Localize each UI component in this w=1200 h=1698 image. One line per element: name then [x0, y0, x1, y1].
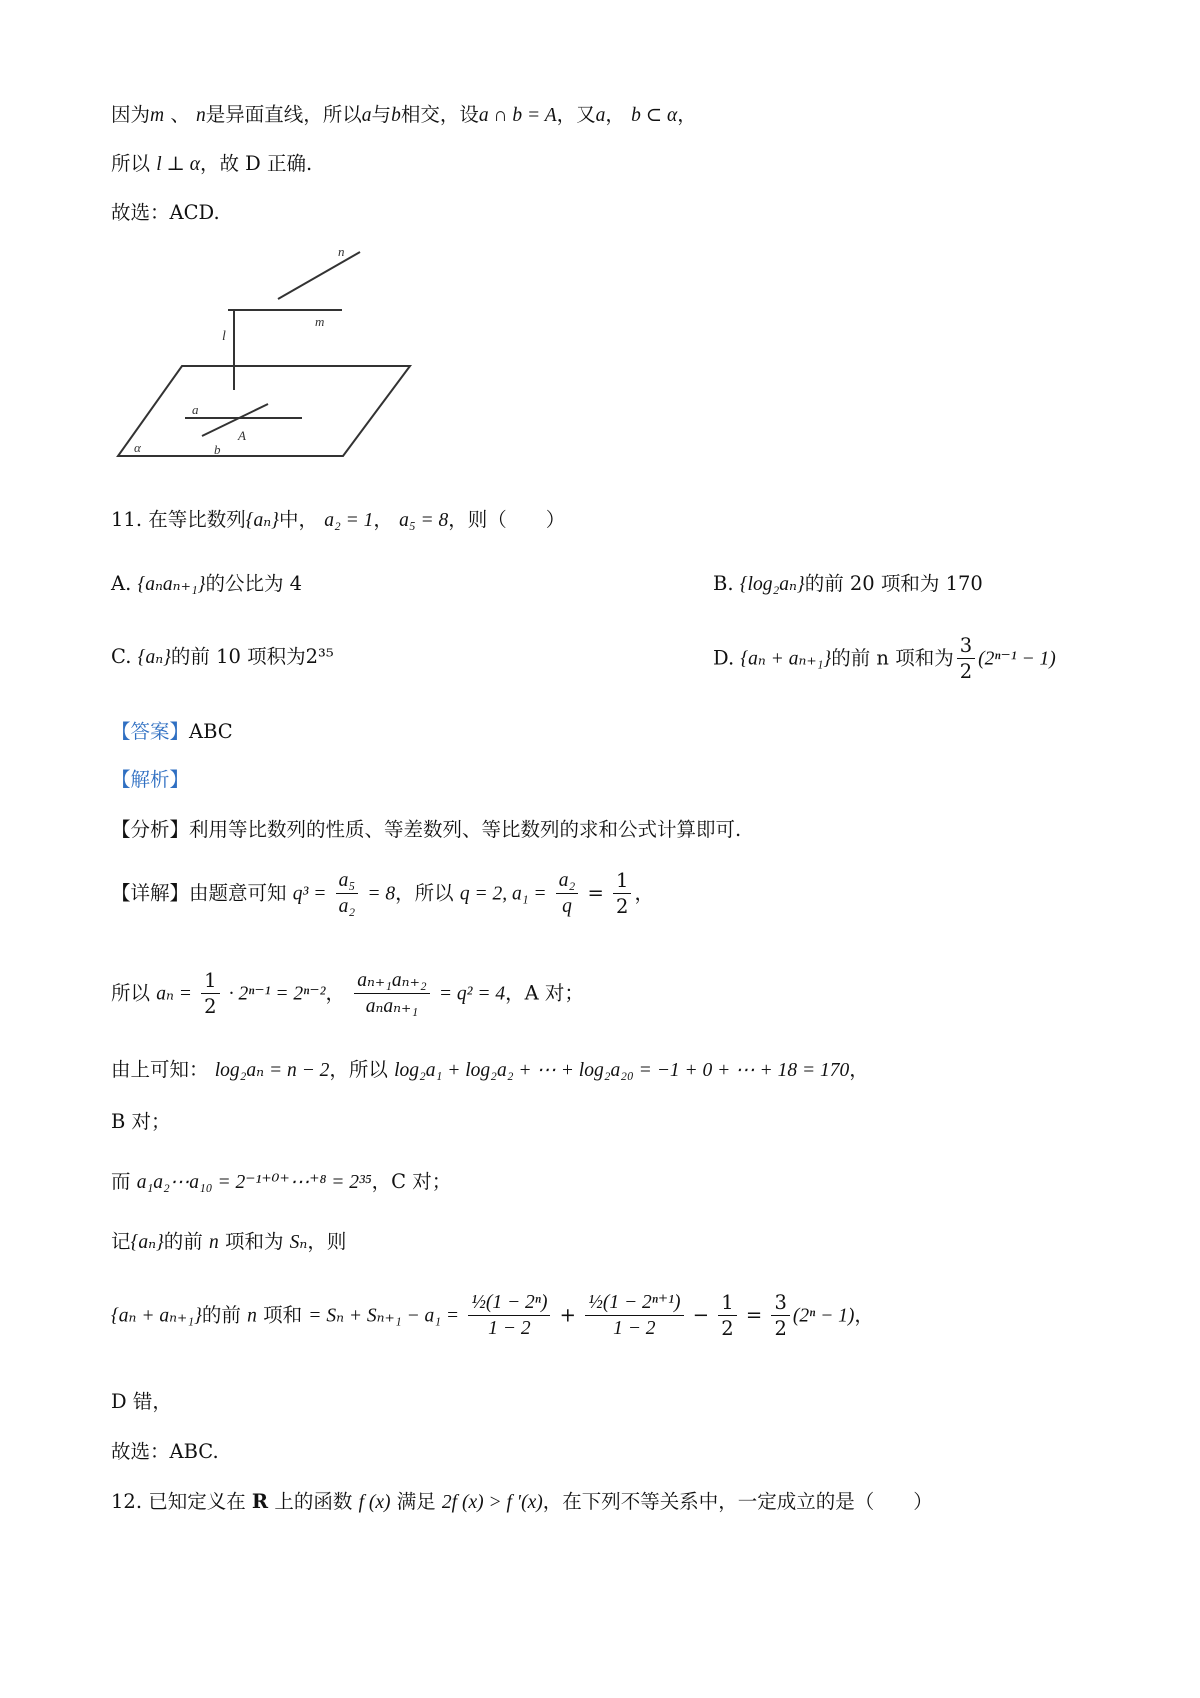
var-n: n	[196, 105, 206, 126]
label-n: n	[338, 244, 345, 259]
text: ，则	[307, 1230, 347, 1253]
detail-line-3	[111, 1058, 869, 1082]
math-seq: {aₙ + aₙ₊₁}	[740, 648, 832, 670]
label-b: b	[214, 442, 221, 457]
math: {aₙ}	[130, 1232, 164, 1253]
math-intersect: a ∩ b = A	[478, 105, 557, 126]
math: =	[587, 881, 604, 905]
label-A: A	[238, 428, 246, 443]
fraction	[354, 968, 429, 1020]
text: D 错，	[111, 1390, 172, 1413]
math: Sₙ	[289, 1232, 308, 1253]
math: a₁a₂⋯a₁₀ = 2⁻¹⁺⁰⁺⋯⁺⁸ = 2³⁵	[136, 1172, 372, 1193]
text: 项和为	[224, 1230, 284, 1253]
fenxi-line	[111, 818, 741, 841]
text: ，所以	[395, 881, 454, 905]
text: ，故 D 正确.	[199, 152, 313, 175]
jiexi-line	[111, 768, 189, 791]
math: 2f (x) > f ′(x)	[441, 1492, 543, 1513]
numerator: ½(1 − 2ⁿ⁺¹)	[585, 1290, 683, 1316]
text: 由上可知：	[111, 1058, 209, 1081]
math: = 8	[367, 883, 396, 905]
text: ，	[854, 1303, 874, 1327]
q11-options-row-2	[111, 634, 1111, 684]
var-m: m	[150, 105, 165, 126]
fraction	[718, 1290, 736, 1342]
denominator: 2	[204, 995, 217, 1019]
detail-line-5	[111, 1170, 451, 1194]
text: 的前	[201, 1303, 241, 1327]
intro-line-3	[111, 201, 220, 224]
math-given: a₅ = 8	[399, 510, 449, 531]
denominator: 2	[616, 895, 629, 919]
numerator: 1	[718, 1290, 736, 1316]
var-b: b	[391, 105, 401, 126]
fraction	[556, 868, 579, 920]
text: 而	[111, 1170, 131, 1193]
math-subset: b ⊂ α	[631, 105, 678, 126]
detail-tag: 【详解】	[111, 881, 190, 905]
q12-stem	[111, 1490, 933, 1514]
text: 11. 在等比数列	[111, 508, 246, 531]
math-value: 2³⁵	[305, 645, 334, 668]
text: 因为	[111, 103, 151, 126]
label-m: m	[315, 314, 325, 329]
math: {aₙ + aₙ₊₁}	[111, 1305, 202, 1327]
text: 故选：ABC.	[111, 1440, 219, 1463]
math: (2ⁿ − 1)	[792, 1305, 855, 1327]
denominator: 2	[959, 660, 973, 684]
label-alpha: α	[134, 440, 141, 455]
math-seq: {aₙaₙ₊₁}	[137, 574, 206, 595]
math: · 2ⁿ⁻¹ = 2ⁿ⁻²	[228, 983, 326, 1005]
numerator: 3	[957, 633, 975, 659]
intro-line-1	[111, 103, 697, 127]
denominator: 1 − 2	[613, 1318, 656, 1340]
denominator: aₙaₙ₊₁	[365, 996, 419, 1018]
text: ，	[677, 103, 697, 126]
math-perp: l ⊥ α	[156, 154, 200, 175]
line-n	[278, 252, 360, 299]
math-seq: {log₂aₙ}	[739, 574, 805, 595]
numerator: a₅	[336, 868, 359, 894]
fraction	[201, 968, 219, 1020]
text: 项和	[263, 1303, 303, 1327]
option-C	[111, 645, 334, 668]
answer-line	[111, 720, 233, 743]
detail-line-6	[111, 1230, 346, 1254]
label-l: l	[222, 329, 226, 344]
numerator: aₙ₊₁aₙ₊₂	[354, 968, 429, 994]
text: 12. 已知定义在	[111, 1490, 246, 1513]
text: 、	[170, 103, 190, 126]
answer-value: ABC	[189, 720, 233, 743]
math: +	[559, 1303, 576, 1327]
detail-line-7	[111, 1290, 874, 1342]
text: 的前 n 项和为	[831, 646, 954, 670]
denominator: 2	[721, 1317, 734, 1341]
text: ，则（ ）	[448, 508, 566, 531]
numerator: 1	[201, 968, 219, 994]
option-D	[713, 633, 1056, 685]
math: aₙ =	[156, 983, 192, 1005]
q11-stem: 11. 在等比数列{aₙ}中， a₂ = 1， a₅ = 8，则（ ）	[111, 508, 566, 531]
denominator: 1 − 2	[488, 1318, 531, 1340]
math: q = 2, a₁ =	[459, 883, 547, 905]
fraction	[468, 1290, 550, 1342]
fraction	[613, 868, 631, 920]
var-a: a	[595, 105, 606, 126]
math: log₂aₙ = n − 2	[214, 1060, 330, 1081]
detail-line-1	[111, 868, 654, 920]
text: ，	[634, 881, 654, 905]
text: ，	[325, 981, 345, 1005]
text: 中，	[278, 508, 318, 531]
math: =	[745, 1303, 763, 1327]
text: 由题意可知	[189, 881, 287, 905]
math: log₂a₁ + log₂a₂ + ⋯ + log₂a₂₀ = −1 + 0 + ⋯ + 18 = 170	[394, 1060, 850, 1081]
text: ，A 对；	[505, 981, 584, 1005]
math-expr: (2ⁿ⁻¹ − 1)	[978, 648, 1056, 670]
denominator: 2	[774, 1317, 787, 1341]
text: 所以	[111, 152, 151, 175]
text: 故选：ACD.	[111, 201, 220, 224]
text: 记	[111, 1230, 131, 1253]
math-R: R	[251, 1490, 269, 1513]
math: = Sₙ + Sₙ₊₁ − a₁ =	[308, 1305, 460, 1327]
text: 的前	[163, 1230, 203, 1253]
math-seq: {aₙ}	[137, 647, 171, 668]
math: n	[208, 1232, 219, 1253]
text: 利用等比数列的性质、等差数列、等比数列的求和公式计算即可.	[189, 818, 742, 841]
text: ，	[605, 103, 625, 126]
line-b	[202, 404, 268, 436]
detail-line-2	[111, 968, 584, 1020]
text: ，又	[556, 103, 596, 126]
text: 所以	[111, 981, 151, 1005]
option-label: D.	[713, 646, 735, 670]
option-label: A.	[111, 572, 132, 595]
denominator: a₂	[338, 896, 356, 918]
intro-line-2	[111, 152, 312, 176]
option-label: C.	[111, 645, 132, 668]
numerator: 1	[613, 868, 631, 894]
q11-options-row-1	[111, 572, 1111, 596]
math: −	[692, 1303, 710, 1327]
option-A	[111, 572, 302, 595]
text: 的公比为 4	[205, 572, 303, 595]
text: 的前 10 项积为	[170, 645, 306, 668]
text: 相交，设	[400, 103, 479, 126]
text: ，C 对；	[371, 1170, 452, 1193]
option-label: B.	[713, 572, 734, 595]
fenxi-tag: 【分析】	[111, 818, 190, 841]
detail-line-8	[111, 1390, 172, 1413]
fraction	[336, 868, 359, 920]
fraction	[771, 1290, 789, 1342]
numerator: ½(1 − 2ⁿ)	[468, 1290, 550, 1316]
text: 上的函数	[274, 1490, 353, 1513]
text: 与	[371, 103, 392, 126]
text: 满足	[396, 1490, 436, 1513]
fraction	[585, 1290, 683, 1342]
text: ，	[849, 1058, 869, 1081]
text: 是异面直线，所以	[205, 103, 362, 126]
geometry-figure	[110, 240, 420, 470]
detail-line-4	[111, 1110, 171, 1133]
numerator: 3	[771, 1290, 789, 1316]
var-a: a	[361, 105, 372, 126]
math: = q² = 4	[438, 983, 506, 1005]
denominator: q	[562, 896, 572, 918]
text: B 对；	[111, 1110, 171, 1133]
math: f (x)	[358, 1492, 391, 1513]
option-B	[713, 572, 983, 596]
text: ，在下列不等关系中，一定成立的是（ ）	[542, 1490, 933, 1513]
text: 的前 20 项和为 170	[804, 572, 983, 595]
numerator: a₂	[556, 868, 579, 894]
fraction	[957, 633, 975, 685]
jiexi-tag: 【解析】	[111, 768, 190, 791]
detail-line-9	[111, 1440, 219, 1463]
math-seq: {aₙ}	[245, 510, 279, 531]
answer-tag: 【答案】	[111, 720, 190, 743]
math: n	[247, 1305, 257, 1327]
plane-alpha	[118, 366, 410, 456]
math-given: a₂ = 1	[324, 510, 374, 531]
math: q³ =	[292, 883, 327, 905]
label-a: a	[192, 402, 199, 417]
text: ，所以	[329, 1058, 388, 1081]
